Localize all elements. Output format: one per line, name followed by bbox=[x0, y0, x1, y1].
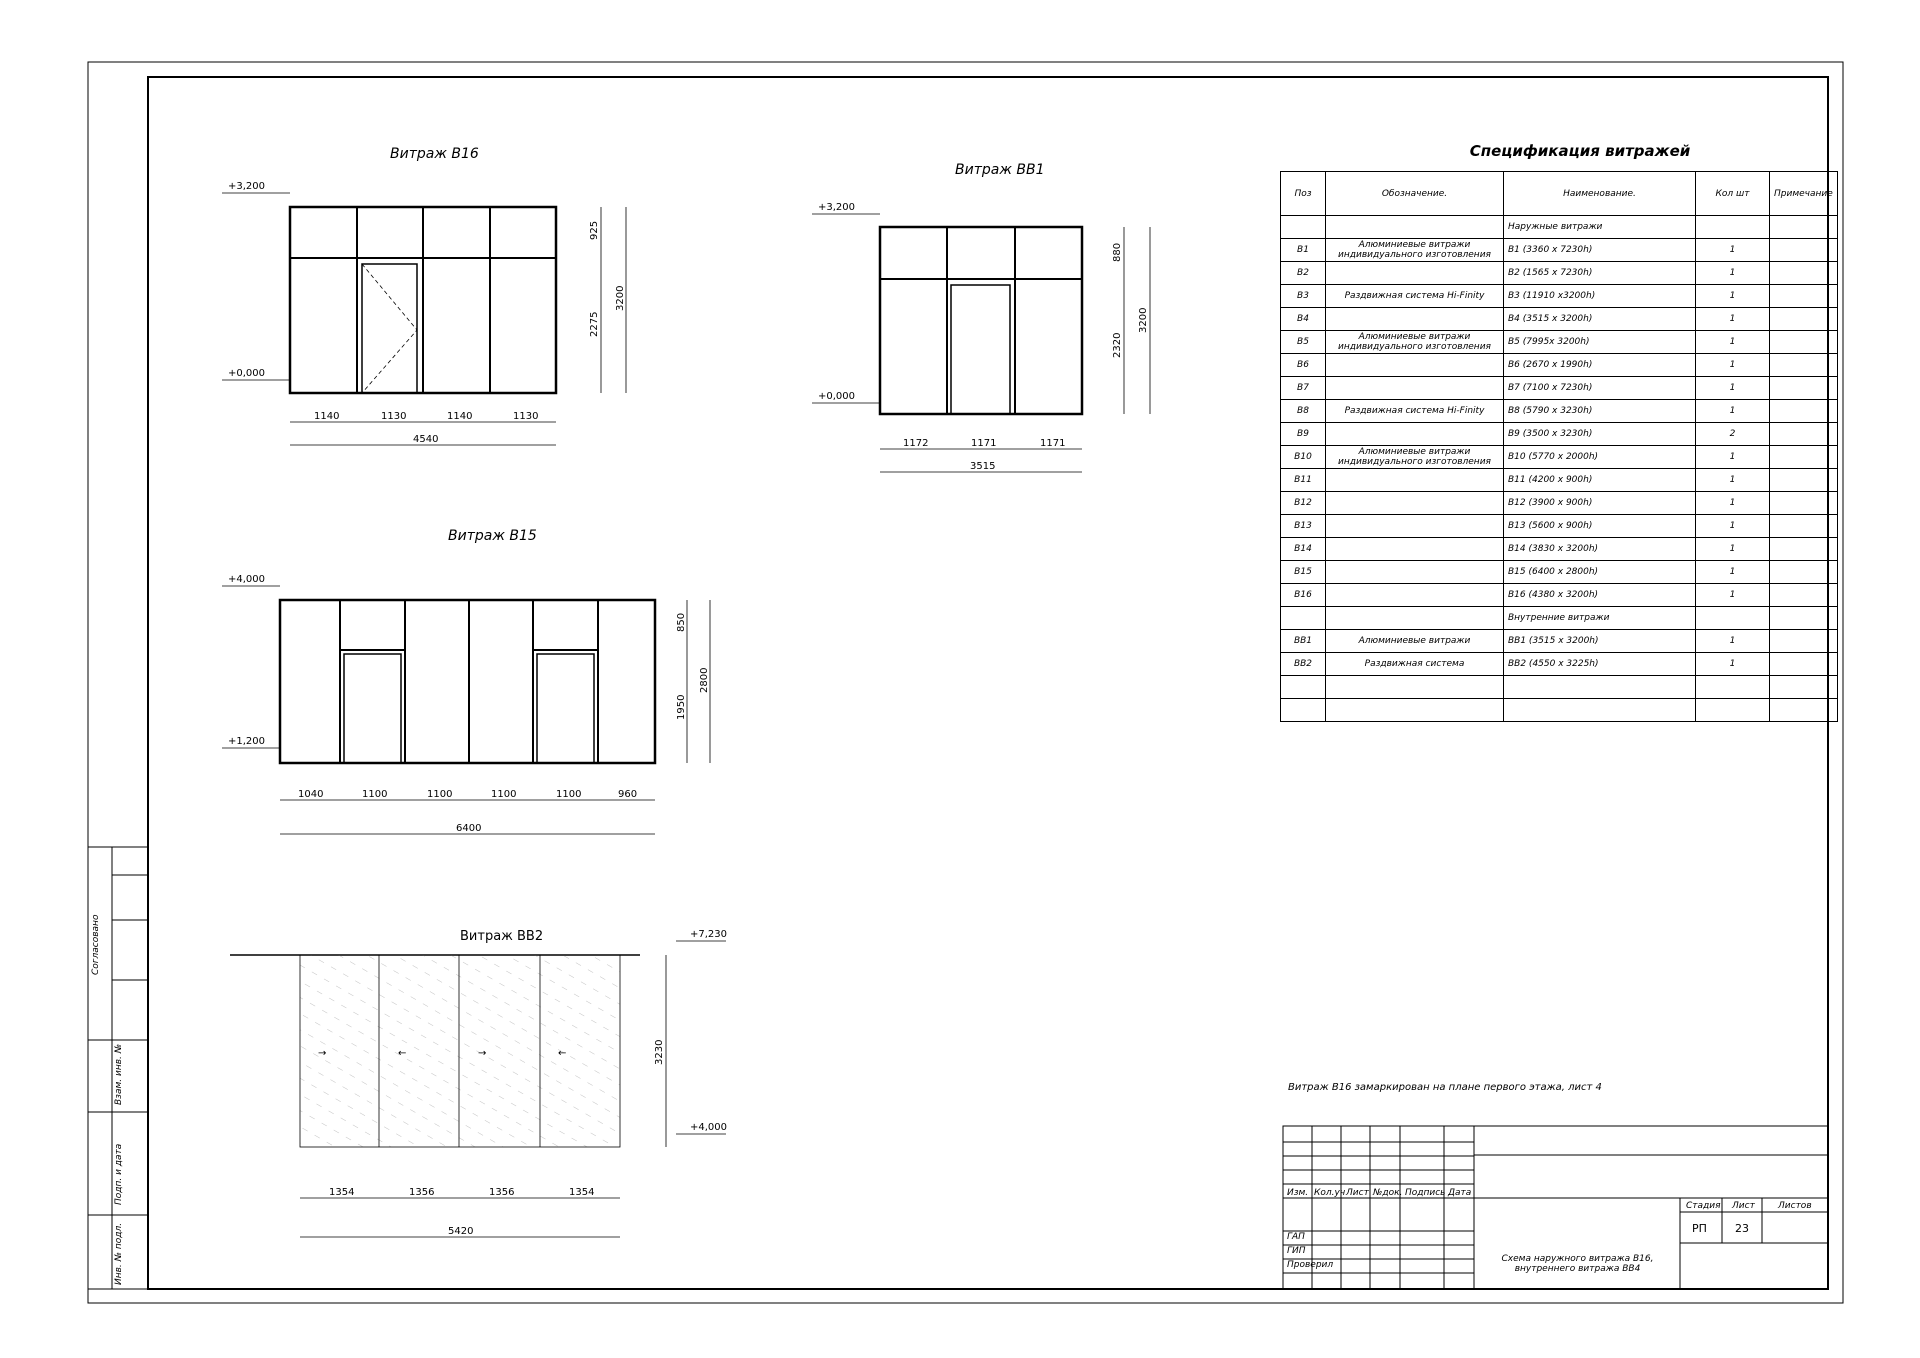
spec-cell-pos: В12 bbox=[1281, 492, 1326, 515]
spec-row bbox=[1281, 630, 1838, 653]
spec-cell-qty: 1 bbox=[1696, 630, 1770, 653]
spec-cell-qty bbox=[1696, 699, 1770, 722]
tb-col-sign: Подпись bbox=[1405, 1188, 1446, 1198]
v16-title: Витраж В16 bbox=[390, 146, 479, 162]
spec-cell-qty bbox=[1696, 216, 1770, 239]
v16-dim-1: 1140 bbox=[314, 411, 340, 422]
spec-cell-desig bbox=[1326, 676, 1504, 699]
spec-cell-desig bbox=[1326, 584, 1504, 607]
v16-dim-total: 4540 bbox=[413, 434, 439, 445]
spec-cell-name: ВВ2 (4550 х 3225h) bbox=[1504, 653, 1696, 676]
spec-cell-note bbox=[1770, 561, 1838, 584]
spec-cell-name: В10 (5770 х 2000h) bbox=[1504, 446, 1696, 469]
spec-cell-name: В15 (6400 х 2800h) bbox=[1504, 561, 1696, 584]
vv1-level-bottom: +0,000 bbox=[818, 391, 856, 402]
tb-col-list: Лист bbox=[1346, 1188, 1369, 1198]
spec-cell-name: В7 (7100 х 7230h) bbox=[1504, 377, 1696, 400]
tb-col-izm: Изм. bbox=[1287, 1188, 1309, 1198]
spec-col-qty: Кол шт bbox=[1696, 172, 1770, 216]
v16-dim-3: 1140 bbox=[447, 411, 473, 422]
spec-cell-qty: 1 bbox=[1696, 262, 1770, 285]
spec-cell-note bbox=[1770, 423, 1838, 446]
spec-row bbox=[1281, 676, 1838, 699]
v15-title: Витраж В15 bbox=[448, 528, 537, 544]
spec-row bbox=[1281, 492, 1838, 515]
v16-door bbox=[362, 264, 417, 393]
spec-cell-note bbox=[1770, 492, 1838, 515]
vv2-title: Витраж ВВ2 bbox=[460, 929, 544, 944]
tb-role-gap: ГАП bbox=[1287, 1232, 1305, 1242]
spec-cell-pos bbox=[1281, 607, 1326, 630]
spec-cell-desig: Раздвижная система bbox=[1326, 653, 1504, 676]
tb-sheet-title: Схема наружного витража В16, внутреннего витража ВВ4 bbox=[1501, 1254, 1654, 1274]
spec-cell-pos: В3 bbox=[1281, 285, 1326, 308]
spec-cell-note bbox=[1770, 584, 1838, 607]
vv2-arrow-1: → bbox=[318, 1048, 327, 1059]
tb-sheet-num: 23 bbox=[1735, 1222, 1749, 1235]
spec-cell-note bbox=[1770, 699, 1838, 722]
v16-dim-r2: 2275 bbox=[589, 311, 600, 337]
spec-cell-desig: Раздвижная система Hi-Finity bbox=[1326, 285, 1504, 308]
spec-cell-pos bbox=[1281, 699, 1326, 722]
spec-row bbox=[1281, 400, 1838, 423]
spec-cell-pos bbox=[1281, 676, 1326, 699]
vv2-dim-1: 1354 bbox=[329, 1187, 355, 1198]
spec-cell-qty: 1 bbox=[1696, 469, 1770, 492]
spec-row bbox=[1281, 584, 1838, 607]
vv2-dim-2: 1356 bbox=[409, 1187, 435, 1198]
spec-cell-desig: Алюминиевые витражи индивидуального изготовления bbox=[1326, 446, 1504, 469]
spec-cell-note bbox=[1770, 538, 1838, 561]
spec-cell-note bbox=[1770, 469, 1838, 492]
spec-cell-qty: 1 bbox=[1696, 538, 1770, 561]
spec-cell-desig bbox=[1326, 469, 1504, 492]
spec-title: Спецификация витражей bbox=[1469, 142, 1691, 160]
v15-dim-total: 6400 bbox=[456, 823, 482, 834]
vv1-dim-total: 3515 bbox=[970, 461, 996, 472]
spec-cell-pos: ВВ1 bbox=[1281, 630, 1326, 653]
vv2-dim-3: 1356 bbox=[489, 1187, 515, 1198]
spec-cell-note bbox=[1770, 676, 1838, 699]
spec-cell-pos: В5 bbox=[1281, 331, 1326, 354]
spec-row bbox=[1281, 239, 1838, 262]
spec-cell-pos: В9 bbox=[1281, 423, 1326, 446]
spec-cell-qty: 1 bbox=[1696, 354, 1770, 377]
elevation-vv2 bbox=[230, 929, 727, 1237]
spec-cell-pos: В2 bbox=[1281, 262, 1326, 285]
spec-cell-note bbox=[1770, 331, 1838, 354]
spec-body bbox=[1281, 216, 1838, 722]
v15-dim-r1: 850 bbox=[676, 612, 687, 632]
spec-cell-note bbox=[1770, 607, 1838, 630]
spec-cell-name: В9 (3500 х 3230h) bbox=[1504, 423, 1696, 446]
tb-sheet-label: Лист bbox=[1732, 1201, 1755, 1211]
spec-cell-qty: 1 bbox=[1696, 285, 1770, 308]
spec-cell-desig bbox=[1326, 607, 1504, 630]
spec-cell-qty: 1 bbox=[1696, 331, 1770, 354]
spec-row bbox=[1281, 515, 1838, 538]
v16-dim-2: 1130 bbox=[381, 411, 407, 422]
spec-cell-qty: 1 bbox=[1696, 446, 1770, 469]
spec-cell-name: В1 (3360 х 7230h) bbox=[1504, 239, 1696, 262]
tb-col-koluch: Кол.уч bbox=[1314, 1188, 1346, 1198]
spec-cell-qty: 1 bbox=[1696, 400, 1770, 423]
v15-dim-r2: 1950 bbox=[676, 694, 687, 720]
spec-cell-pos bbox=[1281, 216, 1326, 239]
v15-dim-3: 1100 bbox=[427, 789, 453, 800]
spec-cell-name: В2 (1565 х 7230h) bbox=[1504, 262, 1696, 285]
spec-cell-desig bbox=[1326, 561, 1504, 584]
spec-cell-qty: 1 bbox=[1696, 492, 1770, 515]
tb-col-date: Дата bbox=[1448, 1188, 1472, 1198]
vv1-title: Витраж ВВ1 bbox=[955, 162, 1045, 178]
v15-level-bottom: +1,200 bbox=[228, 736, 266, 747]
spec-row bbox=[1281, 699, 1838, 722]
stamp-inv-orig: Инв. № подл. bbox=[114, 1222, 124, 1285]
spec-row bbox=[1281, 607, 1838, 630]
vv2-dim-4: 1354 bbox=[569, 1187, 595, 1198]
spec-cell-name: В8 (5790 х 3230h) bbox=[1504, 400, 1696, 423]
spec-cell-pos: В11 bbox=[1281, 469, 1326, 492]
spec-cell-note bbox=[1770, 262, 1838, 285]
spec-cell-note bbox=[1770, 308, 1838, 331]
spec-cell-name: В13 (5600 х 900h) bbox=[1504, 515, 1696, 538]
vv1-dim-3: 1171 bbox=[1040, 438, 1066, 449]
spec-row bbox=[1281, 423, 1838, 446]
tb-role-checked: Проверил bbox=[1287, 1260, 1334, 1270]
tb-role-gip: ГИП bbox=[1287, 1246, 1306, 1256]
v16-level-top: +3,200 bbox=[228, 181, 266, 192]
spec-row bbox=[1281, 354, 1838, 377]
vv1-dim-height: 3200 bbox=[1138, 307, 1149, 333]
elevation-v16 bbox=[222, 146, 626, 445]
tb-sheets-label: Листов bbox=[1778, 1201, 1812, 1211]
tb-stage-label: Стадия bbox=[1686, 1201, 1721, 1211]
stamp-replace-inv: Взам. инв. № bbox=[114, 1043, 124, 1105]
spec-row bbox=[1281, 469, 1838, 492]
spec-cell-name bbox=[1504, 699, 1696, 722]
spec-cell-pos: В4 bbox=[1281, 308, 1326, 331]
spec-row bbox=[1281, 216, 1838, 239]
tb-col-ndoc: №док. bbox=[1373, 1188, 1403, 1198]
spec-cell-pos: В14 bbox=[1281, 538, 1326, 561]
vv1-dim-2: 1171 bbox=[971, 438, 997, 449]
tb-stage: РП bbox=[1692, 1222, 1707, 1235]
spec-cell-desig: Раздвижная система Hi-Finity bbox=[1326, 400, 1504, 423]
spec-cell-name: В14 (3830 х 3200h) bbox=[1504, 538, 1696, 561]
spec-cell-desig bbox=[1326, 423, 1504, 446]
v15-dim-2: 1100 bbox=[362, 789, 388, 800]
sheet-note: Витраж В16 замаркирован на плане первого этажа, лист 4 bbox=[1288, 1082, 1602, 1093]
vv2-arrow-2: ← bbox=[398, 1048, 407, 1059]
spec-cell-note bbox=[1770, 446, 1838, 469]
vv2-arrow-3: → bbox=[478, 1048, 487, 1059]
spec-col-desig: Обозначение. bbox=[1326, 172, 1504, 216]
spec-cell-pos: В13 bbox=[1281, 515, 1326, 538]
spec-cell-note bbox=[1770, 216, 1838, 239]
spec-col-note: Примечание bbox=[1770, 172, 1838, 216]
spec-cell-pos: В10 bbox=[1281, 446, 1326, 469]
spec-cell-name bbox=[1504, 676, 1696, 699]
spec-cell-qty: 2 bbox=[1696, 423, 1770, 446]
spec-cell-note bbox=[1770, 653, 1838, 676]
spec-cell-desig bbox=[1326, 377, 1504, 400]
spec-cell-note bbox=[1770, 400, 1838, 423]
spec-cell-desig bbox=[1326, 262, 1504, 285]
spec-row bbox=[1281, 561, 1838, 584]
vv2-level-top: +7,230 bbox=[690, 929, 728, 940]
spec-cell-desig bbox=[1326, 699, 1504, 722]
spec-cell-desig bbox=[1326, 354, 1504, 377]
v16-dim-r1: 925 bbox=[589, 220, 600, 240]
spec-cell-note bbox=[1770, 515, 1838, 538]
spec-row bbox=[1281, 538, 1838, 561]
spec-header-row bbox=[1281, 172, 1838, 216]
v15-dim-5: 1100 bbox=[556, 789, 582, 800]
spec-cell-name: Наружные витражи bbox=[1504, 216, 1696, 239]
elevation-vv1 bbox=[812, 162, 1150, 472]
spec-cell-qty: 1 bbox=[1696, 515, 1770, 538]
spec-cell-qty: 1 bbox=[1696, 239, 1770, 262]
v15-dim-height: 2800 bbox=[699, 667, 710, 693]
spec-cell-pos: В7 bbox=[1281, 377, 1326, 400]
spec-row bbox=[1281, 653, 1838, 676]
v16-level-bottom: +0,000 bbox=[228, 368, 266, 379]
v15-dim-4: 1100 bbox=[491, 789, 517, 800]
spec-cell-desig: Алюминиевые витражи bbox=[1326, 630, 1504, 653]
spec-cell-note bbox=[1770, 630, 1838, 653]
vv1-dim-1: 1172 bbox=[903, 438, 929, 449]
v15-dim-6: 960 bbox=[618, 789, 638, 800]
spec-cell-note bbox=[1770, 239, 1838, 262]
spec-row bbox=[1281, 331, 1838, 354]
spec-cell-qty: 1 bbox=[1696, 377, 1770, 400]
spec-cell-pos: В6 bbox=[1281, 354, 1326, 377]
stamp-sign-date: Подп. и дата bbox=[114, 1143, 124, 1205]
vv1-door bbox=[951, 285, 1010, 414]
v15-door-2 bbox=[537, 654, 594, 763]
spec-cell-desig bbox=[1326, 492, 1504, 515]
spec-cell-name: В6 (2670 х 1990h) bbox=[1504, 354, 1696, 377]
spec-row bbox=[1281, 262, 1838, 285]
spec-cell-note bbox=[1770, 354, 1838, 377]
spec-cell-desig bbox=[1326, 515, 1504, 538]
vv2-dim-height: 3230 bbox=[654, 1039, 665, 1065]
spec-cell-name: ВВ1 (3515 х 3200h) bbox=[1504, 630, 1696, 653]
elevation-v15 bbox=[222, 528, 710, 834]
spec-cell-qty bbox=[1696, 607, 1770, 630]
spec-col-pos: Поз bbox=[1281, 172, 1326, 216]
spec-row bbox=[1281, 308, 1838, 331]
spec-cell-desig bbox=[1326, 308, 1504, 331]
spec-cell-qty: 1 bbox=[1696, 653, 1770, 676]
spec-cell-name: В5 (7995х 3200h) bbox=[1504, 331, 1696, 354]
spec-cell-pos: В16 bbox=[1281, 584, 1326, 607]
vv1-dim-r2: 2320 bbox=[1112, 332, 1123, 358]
spec-row bbox=[1281, 285, 1838, 308]
vv1-dim-r1: 880 bbox=[1112, 242, 1123, 262]
v15-door-1 bbox=[344, 654, 401, 763]
spec-cell-qty bbox=[1696, 676, 1770, 699]
spec-cell-pos: В1 bbox=[1281, 239, 1326, 262]
spec-cell-qty: 1 bbox=[1696, 308, 1770, 331]
spec-row bbox=[1281, 377, 1838, 400]
spec-col-name: Наименование. bbox=[1504, 172, 1696, 216]
spec-cell-qty: 1 bbox=[1696, 584, 1770, 607]
vv2-dim-total: 5420 bbox=[448, 1226, 474, 1237]
v15-dim-1: 1040 bbox=[298, 789, 324, 800]
spec-cell-note bbox=[1770, 377, 1838, 400]
stamp-agreed: Согласовано bbox=[91, 914, 101, 975]
spec-cell-note bbox=[1770, 285, 1838, 308]
spec-cell-name: В11 (4200 х 900h) bbox=[1504, 469, 1696, 492]
spec-cell-desig bbox=[1326, 216, 1504, 239]
spec-cell-name: В4 (3515 х 3200h) bbox=[1504, 308, 1696, 331]
spec-cell-pos: В15 bbox=[1281, 561, 1326, 584]
spec-cell-pos: В8 bbox=[1281, 400, 1326, 423]
spec-cell-desig: Алюминиевые витражи индивидуального изготовления bbox=[1326, 239, 1504, 262]
vv2-arrow-4: ← bbox=[558, 1048, 567, 1059]
v15-level-top: +4,000 bbox=[228, 574, 266, 585]
spec-cell-name: В16 (4380 х 3200h) bbox=[1504, 584, 1696, 607]
vv1-level-top: +3,200 bbox=[818, 202, 856, 213]
spec-row bbox=[1281, 446, 1838, 469]
spec-cell-desig: Алюминиевые витражи индивидуального изготовления bbox=[1326, 331, 1504, 354]
spec-cell-qty: 1 bbox=[1696, 561, 1770, 584]
spec-cell-desig bbox=[1326, 538, 1504, 561]
spec-cell-name: В3 (11910 х3200h) bbox=[1504, 285, 1696, 308]
v16-dim-4: 1130 bbox=[513, 411, 539, 422]
vv2-level-bottom: +4,000 bbox=[690, 1122, 728, 1133]
spec-cell-name: Внутренние витражи bbox=[1504, 607, 1696, 630]
spec-cell-name: В12 (3900 х 900h) bbox=[1504, 492, 1696, 515]
spec-cell-pos: ВВ2 bbox=[1281, 653, 1326, 676]
v16-dim-height: 3200 bbox=[615, 285, 626, 311]
spec-table bbox=[1280, 171, 1838, 722]
